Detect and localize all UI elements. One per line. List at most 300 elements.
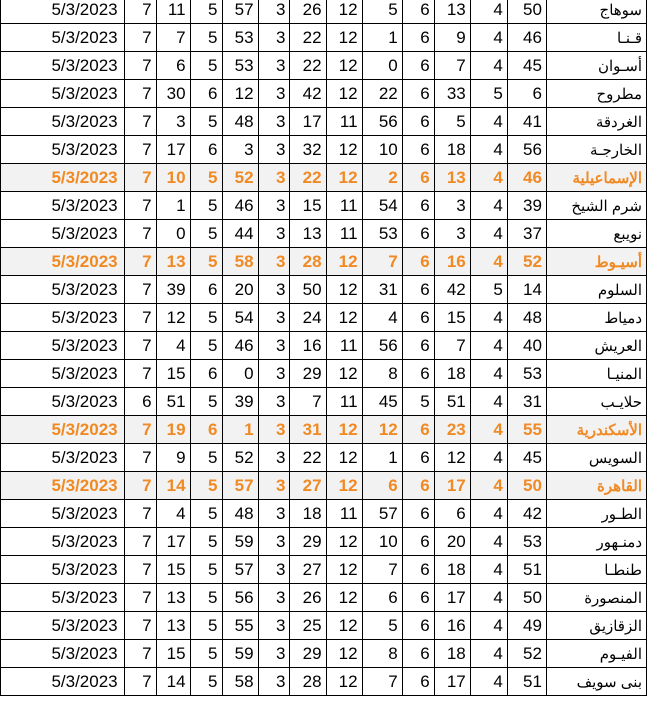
time-value-cell: 12 [326, 164, 362, 192]
city-name-cell: نويبع [546, 220, 646, 248]
city-name-cell: شرم الشيخ [546, 192, 646, 220]
time-value-cell: 42 [290, 80, 326, 108]
time-value-cell: 49 [507, 612, 546, 640]
time-value-cell: 4 [470, 556, 507, 584]
time-value-cell: 29 [290, 360, 326, 388]
time-value-cell: 6 [190, 360, 222, 388]
time-value-cell: 19 [156, 416, 190, 444]
time-value-cell: 11 [326, 332, 362, 360]
table-row [1, 444, 647, 472]
time-value-cell: 11 [156, 0, 190, 24]
time-value-cell: 45 [362, 388, 402, 416]
time-value-cell: 6 [402, 668, 434, 696]
time-value-cell: 6 [402, 24, 434, 52]
time-value-cell: 5 [362, 612, 402, 640]
time-value-cell: 44 [222, 220, 258, 248]
time-value-cell: 22 [362, 80, 402, 108]
time-value-cell: 23 [434, 416, 470, 444]
time-value-cell: 6 [190, 416, 222, 444]
time-value-cell: 9 [434, 24, 470, 52]
time-value-cell: 5 [470, 276, 507, 304]
time-value-cell: 7 [124, 360, 156, 388]
time-value-cell: 6 [402, 444, 434, 472]
time-value-cell: 5 [190, 220, 222, 248]
time-value-cell: 4 [470, 52, 507, 80]
city-name-cell: حلايـب [546, 388, 646, 416]
time-value-cell: 5 [190, 388, 222, 416]
time-value-cell: 6 [402, 80, 434, 108]
time-value-cell: 7 [124, 80, 156, 108]
time-value-cell: 4 [470, 108, 507, 136]
time-value-cell: 11 [326, 192, 362, 220]
time-value-cell: 27 [290, 472, 326, 500]
time-value-cell: 6 [190, 136, 222, 164]
time-value-cell: 52 [507, 248, 546, 276]
date-cell: 5/3/2023 [1, 0, 125, 24]
table-row [1, 80, 647, 108]
time-value-cell: 46 [222, 192, 258, 220]
date-cell: 5/3/2023 [1, 248, 125, 276]
time-value-cell: 12 [326, 248, 362, 276]
time-value-cell: 6 [402, 164, 434, 192]
time-value-cell: 5 [190, 304, 222, 332]
time-value-cell: 7 [124, 668, 156, 696]
time-value-cell: 5 [362, 0, 402, 24]
time-value-cell: 7 [124, 248, 156, 276]
date-cell: 5/3/2023 [1, 24, 125, 52]
time-value-cell: 15 [156, 360, 190, 388]
time-value-cell: 13 [156, 612, 190, 640]
date-cell: 5/3/2023 [1, 556, 125, 584]
time-value-cell: 48 [222, 108, 258, 136]
time-value-cell: 6 [402, 472, 434, 500]
time-value-cell: 6 [402, 0, 434, 24]
time-value-cell: 6 [402, 220, 434, 248]
time-value-cell: 11 [326, 108, 362, 136]
time-value-cell: 12 [326, 556, 362, 584]
time-value-cell: 10 [362, 528, 402, 556]
time-value-cell: 32 [290, 136, 326, 164]
time-value-cell: 39 [156, 276, 190, 304]
date-cell: 5/3/2023 [1, 584, 125, 612]
city-name-cell: الخارجـة [546, 136, 646, 164]
time-value-cell: 18 [434, 136, 470, 164]
table-row [1, 584, 647, 612]
time-value-cell: 42 [507, 500, 546, 528]
time-value-cell: 4 [470, 164, 507, 192]
time-value-cell: 25 [290, 612, 326, 640]
time-value-cell: 51 [507, 668, 546, 696]
time-value-cell: 53 [362, 220, 402, 248]
time-value-cell: 17 [156, 528, 190, 556]
time-value-cell: 4 [470, 472, 507, 500]
time-value-cell: 6 [402, 500, 434, 528]
time-value-cell: 12 [326, 584, 362, 612]
time-value-cell: 16 [290, 332, 326, 360]
time-value-cell: 22 [290, 24, 326, 52]
city-name-cell: أسيـوط [546, 248, 646, 276]
time-value-cell: 10 [156, 164, 190, 192]
city-name-cell: الطـور [546, 500, 646, 528]
time-value-cell: 18 [434, 556, 470, 584]
time-value-cell: 7 [434, 332, 470, 360]
time-value-cell: 57 [222, 556, 258, 584]
time-value-cell: 26 [290, 584, 326, 612]
date-cell: 5/3/2023 [1, 500, 125, 528]
date-cell: 5/3/2023 [1, 528, 125, 556]
time-value-cell: 3 [258, 388, 290, 416]
time-value-cell: 6 [402, 136, 434, 164]
time-value-cell: 8 [362, 640, 402, 668]
time-value-cell: 8 [362, 360, 402, 388]
time-value-cell: 7 [124, 556, 156, 584]
time-value-cell: 17 [290, 108, 326, 136]
time-value-cell: 54 [222, 304, 258, 332]
time-value-cell: 7 [124, 52, 156, 80]
time-value-cell: 5 [190, 52, 222, 80]
time-value-cell: 3 [258, 220, 290, 248]
time-value-cell: 5 [190, 584, 222, 612]
time-value-cell: 7 [124, 500, 156, 528]
time-value-cell: 30 [156, 80, 190, 108]
time-value-cell: 51 [507, 556, 546, 584]
time-value-cell: 13 [290, 220, 326, 248]
time-value-cell: 4 [470, 388, 507, 416]
time-value-cell: 53 [507, 528, 546, 556]
table-row [1, 472, 647, 500]
date-cell: 5/3/2023 [1, 276, 125, 304]
time-value-cell: 12 [326, 52, 362, 80]
time-value-cell: 1 [156, 192, 190, 220]
time-value-cell: 45 [507, 444, 546, 472]
time-value-cell: 14 [507, 276, 546, 304]
time-value-cell: 3 [258, 612, 290, 640]
time-value-cell: 18 [434, 360, 470, 388]
time-value-cell: 3 [258, 584, 290, 612]
time-value-cell: 4 [470, 248, 507, 276]
time-value-cell: 7 [124, 192, 156, 220]
time-value-cell: 3 [258, 332, 290, 360]
time-value-cell: 5 [190, 24, 222, 52]
time-value-cell: 50 [507, 0, 546, 24]
city-name-cell: قـنـا [546, 24, 646, 52]
time-value-cell: 13 [156, 584, 190, 612]
time-value-cell: 7 [124, 332, 156, 360]
city-name-cell: السويس [546, 444, 646, 472]
time-value-cell: 5 [402, 388, 434, 416]
time-value-cell: 6 [402, 556, 434, 584]
time-value-cell: 12 [326, 416, 362, 444]
time-value-cell: 31 [290, 416, 326, 444]
time-value-cell: 3 [258, 24, 290, 52]
time-value-cell: 3 [258, 164, 290, 192]
date-cell: 5/3/2023 [1, 136, 125, 164]
time-value-cell: 5 [190, 164, 222, 192]
time-value-cell: 7 [290, 388, 326, 416]
time-value-cell: 6 [362, 472, 402, 500]
time-value-cell: 3 [258, 528, 290, 556]
time-value-cell: 20 [434, 528, 470, 556]
date-cell: 5/3/2023 [1, 80, 125, 108]
table-row [1, 304, 647, 332]
time-value-cell: 4 [156, 332, 190, 360]
time-value-cell: 3 [434, 192, 470, 220]
table-body [1, 0, 647, 696]
time-value-cell: 41 [507, 108, 546, 136]
table-row [1, 556, 647, 584]
table-row [1, 416, 647, 444]
time-value-cell: 10 [362, 136, 402, 164]
time-value-cell: 13 [434, 0, 470, 24]
time-value-cell: 12 [326, 528, 362, 556]
time-value-cell: 4 [470, 360, 507, 388]
time-value-cell: 12 [326, 276, 362, 304]
time-value-cell: 56 [362, 332, 402, 360]
time-value-cell: 4 [470, 612, 507, 640]
time-value-cell: 7 [124, 444, 156, 472]
time-value-cell: 53 [222, 52, 258, 80]
city-name-cell: الزقازيق [546, 612, 646, 640]
date-cell: 5/3/2023 [1, 416, 125, 444]
time-value-cell: 48 [507, 304, 546, 332]
time-value-cell: 56 [222, 584, 258, 612]
time-value-cell: 6 [402, 276, 434, 304]
table-row [1, 108, 647, 136]
time-value-cell: 52 [222, 444, 258, 472]
table-row [1, 640, 647, 668]
time-value-cell: 15 [290, 192, 326, 220]
time-value-cell: 39 [507, 192, 546, 220]
time-value-cell: 5 [190, 332, 222, 360]
time-value-cell: 51 [434, 388, 470, 416]
time-value-cell: 2 [362, 164, 402, 192]
time-value-cell: 59 [222, 528, 258, 556]
time-value-cell: 50 [507, 584, 546, 612]
city-name-cell: القاهرة [546, 472, 646, 500]
time-value-cell: 5 [190, 528, 222, 556]
time-value-cell: 31 [362, 276, 402, 304]
time-value-cell: 53 [507, 360, 546, 388]
time-value-cell: 12 [326, 444, 362, 472]
time-value-cell: 3 [258, 276, 290, 304]
time-value-cell: 4 [470, 640, 507, 668]
time-value-cell: 12 [326, 360, 362, 388]
time-value-cell: 4 [470, 584, 507, 612]
time-value-cell: 3 [258, 640, 290, 668]
time-value-cell: 46 [222, 332, 258, 360]
time-value-cell: 26 [290, 0, 326, 24]
time-value-cell: 6 [190, 276, 222, 304]
time-value-cell: 6 [402, 192, 434, 220]
time-value-cell: 12 [326, 136, 362, 164]
date-cell: 5/3/2023 [1, 164, 125, 192]
time-value-cell: 58 [222, 248, 258, 276]
time-value-cell: 7 [124, 640, 156, 668]
time-value-cell: 6 [507, 80, 546, 108]
time-value-cell: 3 [258, 108, 290, 136]
time-value-cell: 7 [124, 164, 156, 192]
time-value-cell: 51 [156, 388, 190, 416]
time-value-cell: 7 [362, 248, 402, 276]
time-value-cell: 13 [156, 248, 190, 276]
time-value-cell: 4 [470, 24, 507, 52]
time-value-cell: 33 [434, 80, 470, 108]
time-value-cell: 4 [470, 332, 507, 360]
time-value-cell: 1 [362, 444, 402, 472]
time-value-cell: 7 [124, 24, 156, 52]
city-name-cell: الإسماعيلية [546, 164, 646, 192]
city-name-cell: دمنـهور [546, 528, 646, 556]
date-cell: 5/3/2023 [1, 472, 125, 500]
time-value-cell: 6 [402, 528, 434, 556]
time-value-cell: 4 [470, 416, 507, 444]
time-value-cell: 5 [190, 612, 222, 640]
time-value-cell: 28 [290, 248, 326, 276]
time-value-cell: 3 [258, 80, 290, 108]
time-value-cell: 1 [362, 24, 402, 52]
time-value-cell: 17 [434, 472, 470, 500]
time-value-cell: 46 [507, 164, 546, 192]
time-value-cell: 3 [258, 360, 290, 388]
time-value-cell: 5 [470, 80, 507, 108]
time-value-cell: 50 [290, 276, 326, 304]
time-value-cell: 5 [434, 108, 470, 136]
time-value-cell: 48 [222, 500, 258, 528]
time-value-cell: 3 [258, 416, 290, 444]
time-value-cell: 7 [124, 276, 156, 304]
time-value-cell: 59 [222, 640, 258, 668]
time-value-cell: 12 [326, 668, 362, 696]
time-value-cell: 6 [124, 388, 156, 416]
time-value-cell: 6 [402, 52, 434, 80]
time-value-cell: 15 [156, 640, 190, 668]
time-value-cell: 6 [402, 584, 434, 612]
date-cell: 5/3/2023 [1, 640, 125, 668]
time-value-cell: 39 [222, 388, 258, 416]
time-value-cell: 12 [434, 444, 470, 472]
time-value-cell: 17 [156, 136, 190, 164]
time-value-cell: 5 [190, 500, 222, 528]
time-value-cell: 14 [156, 472, 190, 500]
table-row [1, 136, 647, 164]
time-value-cell: 0 [362, 52, 402, 80]
time-value-cell: 12 [326, 472, 362, 500]
time-value-cell: 4 [156, 500, 190, 528]
time-value-cell: 4 [470, 444, 507, 472]
time-value-cell: 5 [190, 192, 222, 220]
city-name-cell: الغردقة [546, 108, 646, 136]
time-value-cell: 57 [222, 472, 258, 500]
time-value-cell: 52 [507, 640, 546, 668]
table-row [1, 360, 647, 388]
time-value-cell: 0 [222, 360, 258, 388]
time-value-cell: 11 [326, 388, 362, 416]
time-value-cell: 4 [470, 528, 507, 556]
city-name-cell: أسـوان [546, 52, 646, 80]
time-value-cell: 12 [326, 0, 362, 24]
city-name-cell: الفيـوم [546, 640, 646, 668]
time-value-cell: 14 [156, 668, 190, 696]
time-value-cell: 5 [190, 640, 222, 668]
time-value-cell: 5 [190, 248, 222, 276]
time-value-cell: 6 [402, 108, 434, 136]
time-value-cell: 18 [290, 500, 326, 528]
city-name-cell: سوهاج [546, 0, 646, 24]
time-value-cell: 7 [124, 416, 156, 444]
time-value-cell: 28 [290, 668, 326, 696]
time-value-cell: 6 [402, 304, 434, 332]
table-row [1, 220, 647, 248]
time-value-cell: 22 [290, 52, 326, 80]
time-value-cell: 5 [190, 472, 222, 500]
time-value-cell: 24 [290, 304, 326, 332]
time-value-cell: 6 [402, 332, 434, 360]
time-value-cell: 15 [434, 304, 470, 332]
time-value-cell: 7 [156, 24, 190, 52]
date-cell: 5/3/2023 [1, 668, 125, 696]
time-value-cell: 45 [507, 52, 546, 80]
time-value-cell: 3 [156, 108, 190, 136]
table-row [1, 248, 647, 276]
time-value-cell: 3 [258, 0, 290, 24]
city-name-cell: الأسكندرية [546, 416, 646, 444]
time-value-cell: 3 [434, 220, 470, 248]
time-value-cell: 27 [290, 556, 326, 584]
time-value-cell: 22 [290, 444, 326, 472]
table-row [1, 388, 647, 416]
time-value-cell: 7 [362, 556, 402, 584]
time-value-cell: 11 [326, 500, 362, 528]
table-row [1, 0, 647, 24]
time-value-cell: 6 [402, 248, 434, 276]
time-value-cell: 46 [507, 24, 546, 52]
time-value-cell: 56 [362, 108, 402, 136]
time-value-cell: 54 [362, 192, 402, 220]
city-name-cell: المنيـا [546, 360, 646, 388]
time-value-cell: 57 [362, 500, 402, 528]
time-value-cell: 4 [470, 220, 507, 248]
city-name-cell: بنى سويف [546, 668, 646, 696]
time-value-cell: 20 [222, 276, 258, 304]
time-value-cell: 4 [470, 668, 507, 696]
time-value-cell: 7 [124, 528, 156, 556]
time-value-cell: 4 [470, 0, 507, 24]
time-value-cell: 55 [222, 612, 258, 640]
table-row [1, 164, 647, 192]
time-value-cell: 3 [258, 52, 290, 80]
time-value-cell: 52 [222, 164, 258, 192]
city-name-cell: السلوم [546, 276, 646, 304]
time-value-cell: 3 [258, 192, 290, 220]
time-value-cell: 4 [362, 304, 402, 332]
table-row [1, 24, 647, 52]
time-value-cell: 0 [156, 220, 190, 248]
time-value-cell: 16 [434, 248, 470, 276]
city-name-cell: مطروح [546, 80, 646, 108]
time-value-cell: 7 [434, 52, 470, 80]
time-value-cell: 3 [258, 248, 290, 276]
time-value-cell: 17 [434, 668, 470, 696]
time-value-cell: 57 [222, 0, 258, 24]
time-value-cell: 22 [290, 164, 326, 192]
time-value-cell: 16 [434, 612, 470, 640]
time-value-cell: 29 [290, 528, 326, 556]
time-value-cell: 5 [190, 444, 222, 472]
time-value-cell: 6 [402, 612, 434, 640]
time-value-cell: 12 [362, 416, 402, 444]
time-value-cell: 3 [258, 304, 290, 332]
table-row [1, 332, 647, 360]
